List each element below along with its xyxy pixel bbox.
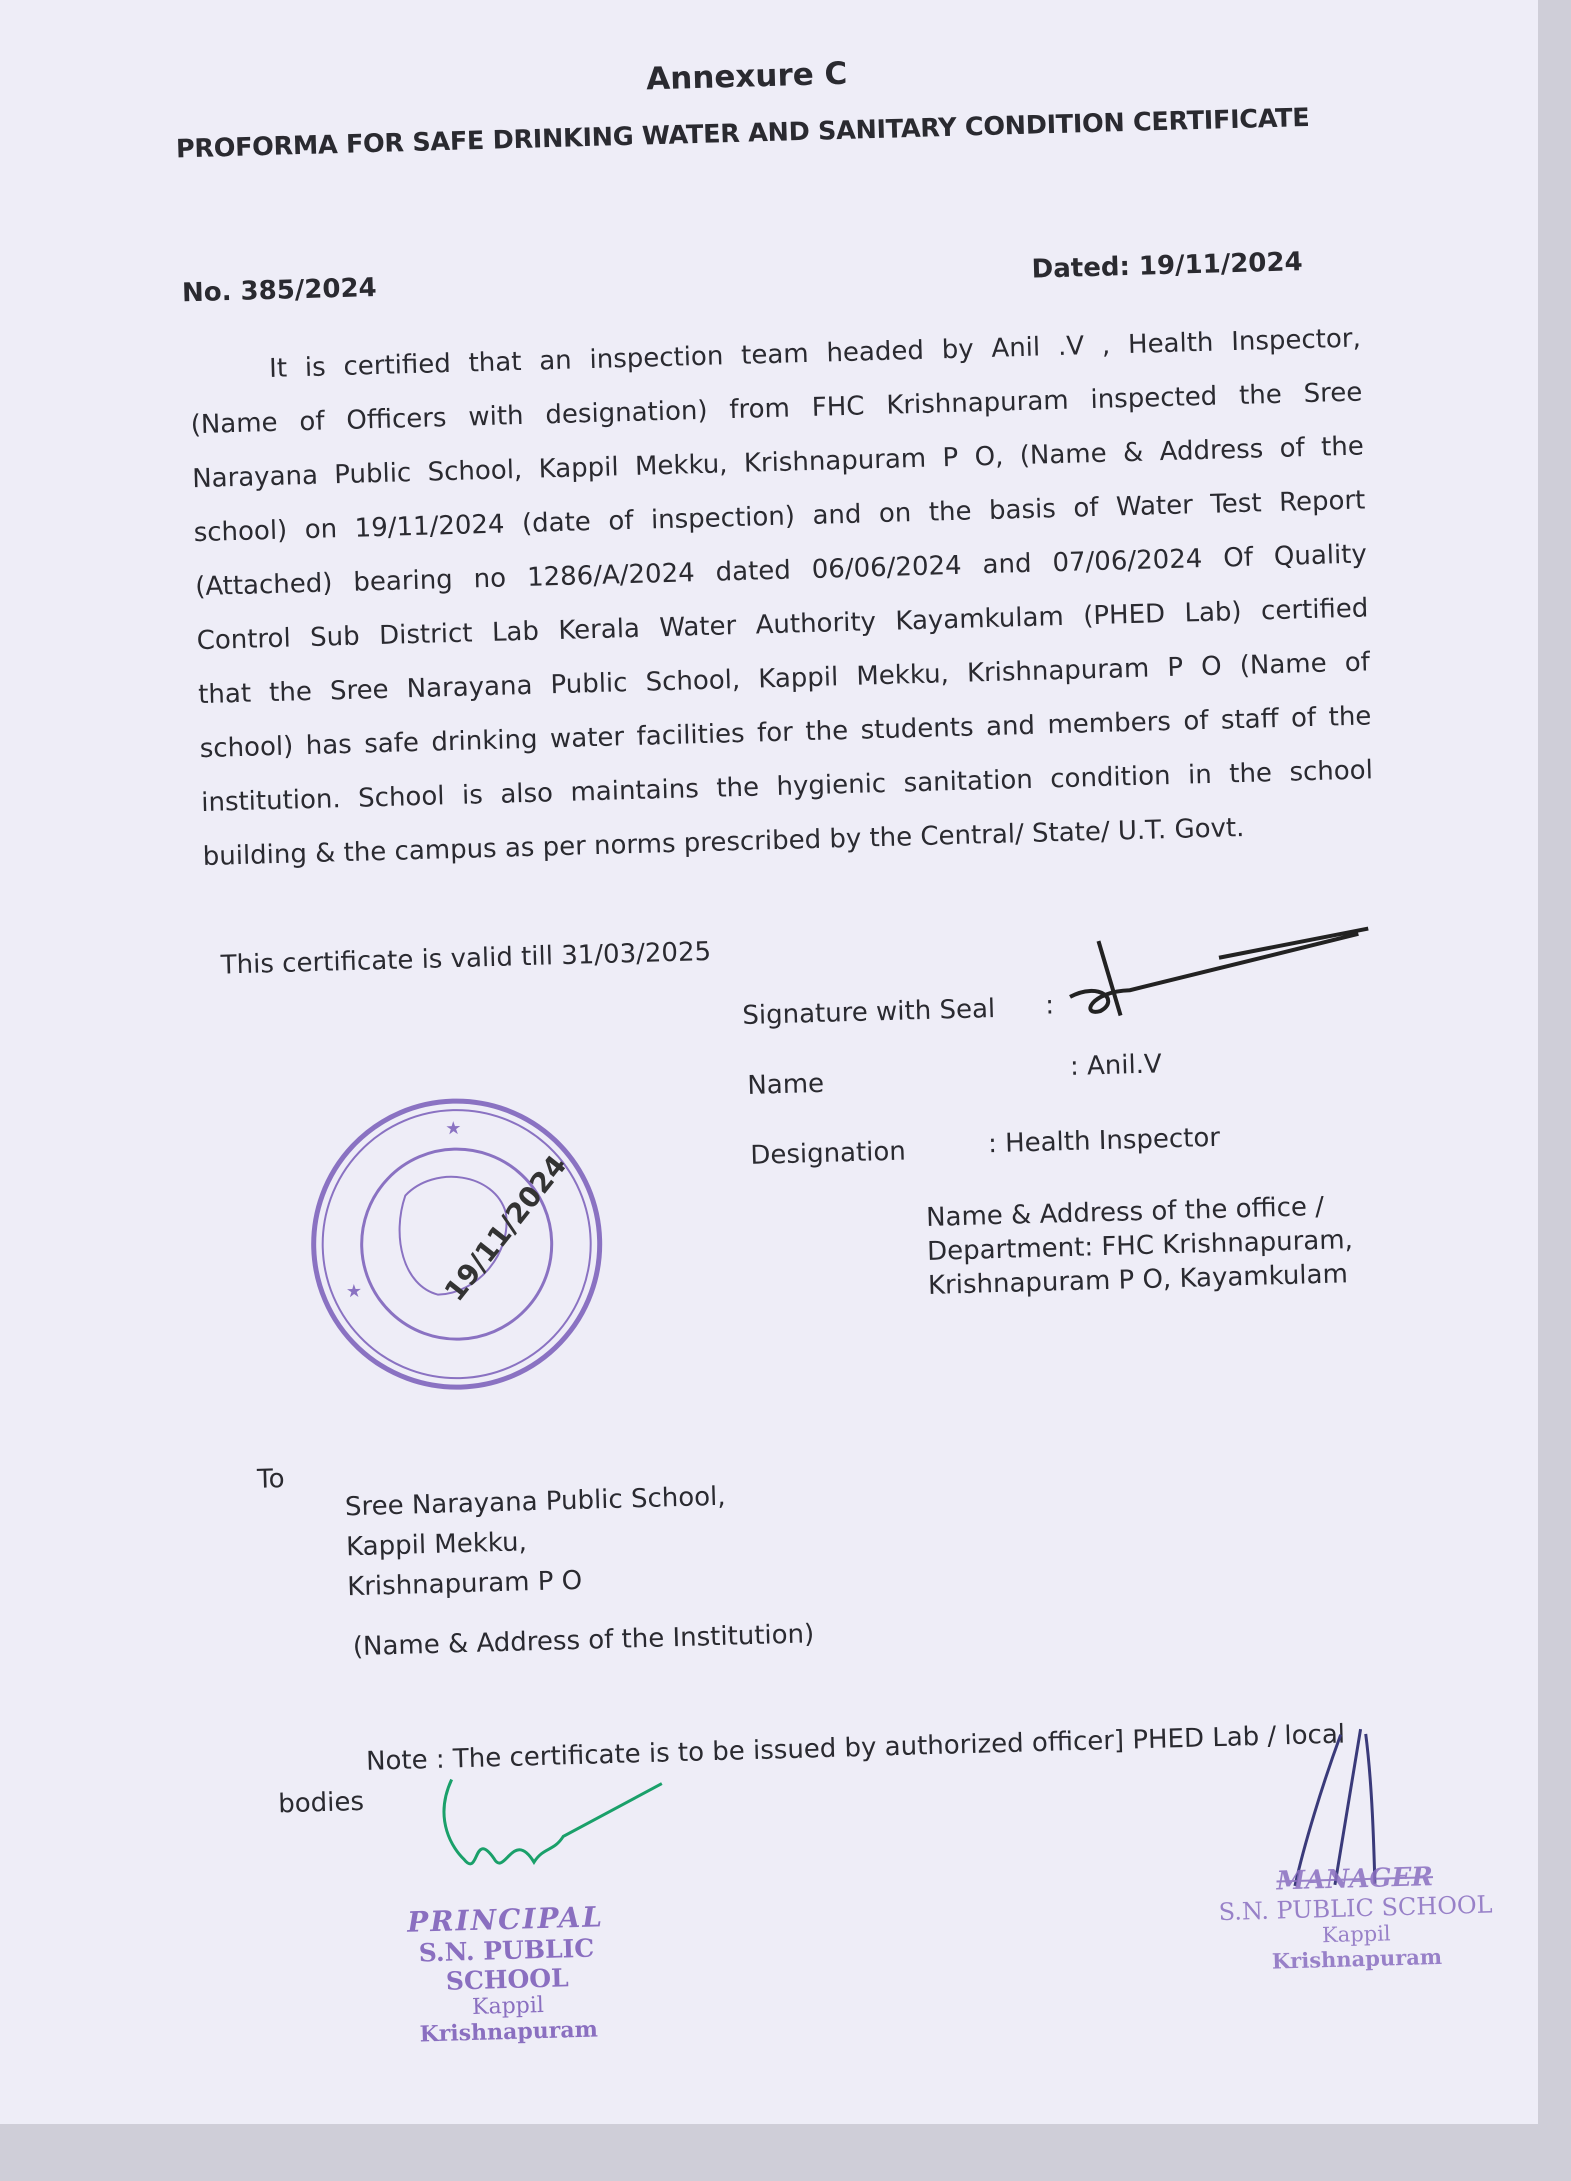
body-line: institution. School is also maintains the hygienic sanitation condition in the school [200,755,1374,819]
to-label: To [256,1464,285,1495]
office-line: Department: FHC Krishnapuram, [926,1225,1354,1267]
body-line: (Name of Officers with designation) from FHC Krishnapuram inspected the Sree [190,377,1363,441]
health-centre-seal [303,1090,611,1398]
principal-signature [431,1763,675,1900]
stamp-line: Krishnapuram [1271,1943,1443,1974]
stamp-line: PRINCIPAL [406,1900,605,1939]
name-value: : Anil.V [1069,1049,1163,1082]
signature-colon: : [1044,990,1055,1021]
certificate-number: No. 385/2024 [181,272,378,309]
body-line: Control Sub District Lab Kerala Water Authority Kayamkulam (PHED Lab) certified [196,593,1369,657]
svg-text:★: ★ [445,1117,462,1140]
stamp-line: Kappil [1321,1921,1391,1948]
office-address [926,1189,1355,1303]
body-line: Narayana Public School, Kappil Mekku, Krishnapuram P O, (Name & Address of the [191,431,1365,495]
recipient-line: Krishnapuram P O [346,1565,583,1603]
principal-stamp [355,1899,659,2049]
body-line: school) has safe drinking water facilities for the students and members of staff of the [199,701,1372,765]
recipient-address [344,1477,728,1608]
recipient-line: Kappil Mekku, [345,1527,528,1563]
name-label: Name [746,1068,825,1101]
signature-label: Signature with Seal [742,994,996,1032]
certificate-body [188,312,1375,885]
annexure-heading: Annexure C [645,55,848,98]
body-line: building & the campus as per norms prescribed by the Central/ State/ U.T. Govt. [202,812,1245,873]
note-text: Note : The certificate is to be issued by authorized officer] PHED Lab / local [365,1719,1346,1777]
office-line: Name & Address of the office / [925,1191,1325,1233]
body-line: that the Sree Narayana Public School, Kappil Mekku, Krishnapuram P O (Name of [197,647,1371,711]
designation-value: : Health Inspector [987,1122,1221,1160]
office-line: Krishnapuram P O, Kayamkulam [927,1259,1349,1301]
recipient-line: Sree Narayana Public School, [344,1481,726,1523]
note-continuation: bodies [277,1786,365,1820]
stamp-line: Kappil [471,1992,545,2020]
svg-text:★: ★ [345,1280,363,1303]
certificate-title: PROFORMA FOR SAFE DRINKING WATER AND SANITARY CONDITION CERTIFICATE [175,102,1310,165]
svg-text:19/11/2024: 19/11/2024 [437,1148,574,1308]
body-line: school) on 19/11/2024 (date of inspection) and on the basis of Water Test Report [193,485,1366,549]
stamp-line: S.N. PUBLIC SCHOOL [418,1933,595,1996]
certificate-date: Dated: 19/11/2024 [1031,247,1303,285]
body-line: It is certified that an inspection team headed by Anil .V , Health Inspector, [268,323,1362,385]
designation-label: Designation [749,1136,907,1171]
body-line: (Attached) bearing no 1286/A/2024 dated 06/06/2024 and 07/06/2024 Of Quality [194,539,1368,603]
stamp-line: Krishnapuram [419,2016,599,2048]
recipient-caption: (Name & Address of the Institution) [352,1619,815,1663]
stamp-line: S.N. PUBLIC SCHOOL [1218,1890,1493,1927]
validity-text: This certificate is valid till 31/03/2025 [220,936,712,981]
manager-stamp [1204,1860,1507,1975]
inspector-signature [1058,913,1381,1032]
stamp-line: MANAGER [1276,1862,1434,1897]
